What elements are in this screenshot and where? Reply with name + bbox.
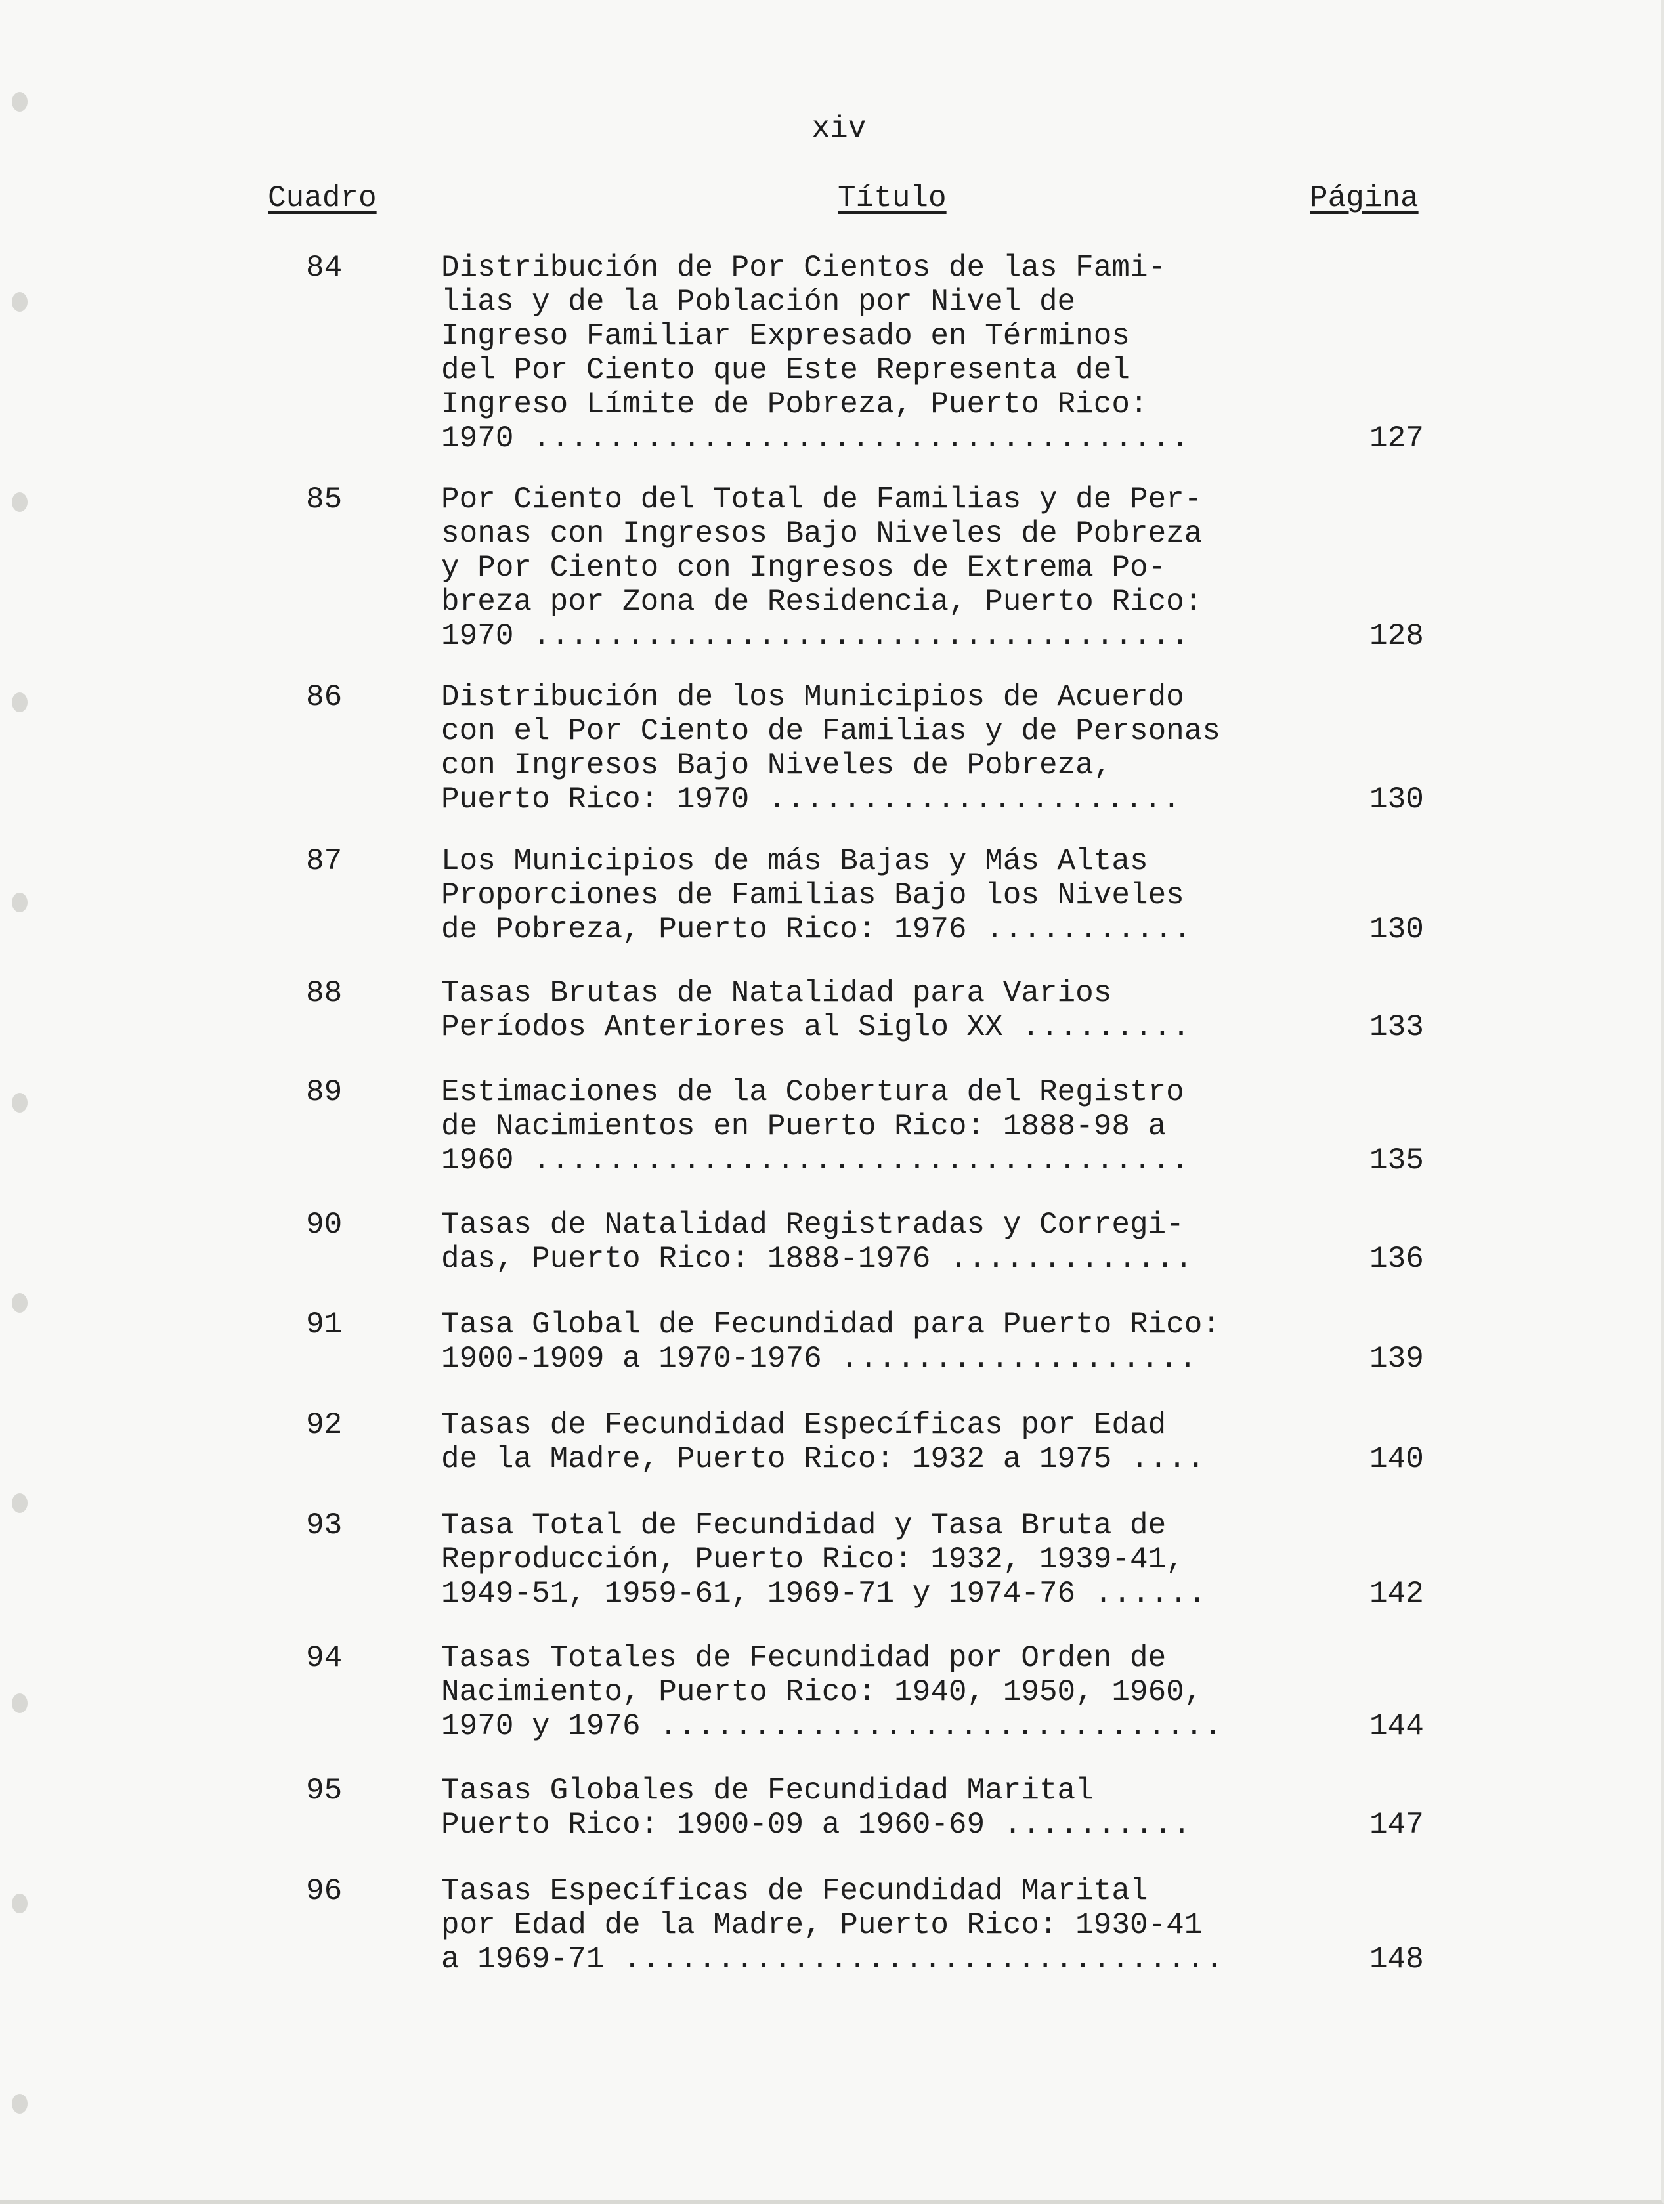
title-line-text: Tasas Específicas de Fecundidad Marital	[441, 1874, 1148, 1908]
dot-leader: ...................................	[513, 421, 1190, 456]
cuadro-number: 84	[306, 251, 343, 285]
title-line-text: con Ingresos Bajo Niveles de Pobreza,	[441, 748, 1112, 782]
title-line	[441, 1641, 1295, 1675]
title-line	[441, 517, 1295, 551]
entry-title	[441, 1408, 1295, 1476]
title-line	[441, 482, 1295, 517]
title-line	[441, 1942, 1295, 1976]
title-line	[441, 1709, 1295, 1743]
binder-hole	[12, 492, 28, 512]
title-line-text: 1970 y 1976	[441, 1709, 641, 1743]
title-line-text: lias y de la Población por Nivel de	[441, 285, 1076, 319]
entry-title	[441, 1308, 1295, 1376]
dot-leader: .............	[930, 1242, 1194, 1276]
title-line-text: Distribución de Por Cientos de las Fami-	[441, 251, 1167, 285]
page-reference: 148	[1369, 1942, 1424, 1976]
title-line	[441, 585, 1295, 619]
entry-title	[441, 482, 1295, 653]
cuadro-number: 85	[306, 482, 343, 517]
title-line-text: Tasas de Natalidad Registradas y Corregi-	[441, 1208, 1184, 1242]
title-line	[441, 1010, 1295, 1044]
title-line-text: breza por Zona de Residencia, Puerto Rico:	[441, 585, 1203, 619]
title-line-text: Tasa Global de Fecundidad para Puerto Rico:	[441, 1308, 1220, 1342]
title-line	[441, 1308, 1295, 1342]
title-line-text: Distribución de los Municipios de Acuerdo	[441, 680, 1184, 714]
title-line-text: Estimaciones de la Cobertura del Registro	[441, 1075, 1184, 1109]
title-line	[441, 1508, 1295, 1542]
column-header-pagina: Página	[1310, 181, 1419, 215]
binder-hole	[12, 893, 28, 912]
binder-hole	[12, 1693, 28, 1713]
dot-leader: ......................	[749, 782, 1182, 817]
title-line	[441, 1577, 1295, 1611]
page-reference: 127	[1369, 421, 1424, 456]
title-line-text: 1970	[441, 421, 514, 456]
dot-leader: ...................	[821, 1342, 1197, 1376]
cuadro-number: 96	[306, 1874, 343, 1908]
entry-title	[441, 680, 1295, 817]
binder-hole	[12, 1493, 28, 1513]
title-line	[441, 680, 1295, 714]
binder-hole	[12, 1894, 28, 1913]
entry-title	[441, 1075, 1295, 1178]
page-reference: 130	[1369, 782, 1424, 817]
cuadro-number: 88	[306, 976, 343, 1010]
title-line-text: Tasas Brutas de Natalidad para Varios	[441, 976, 1112, 1010]
title-line-text: 1900-1909 a 1970-1976	[441, 1342, 822, 1376]
cuadro-number: 90	[306, 1208, 343, 1242]
title-line	[441, 912, 1295, 946]
title-line	[441, 1874, 1295, 1908]
title-line	[441, 353, 1295, 387]
title-line-text: Proporciones de Familias Bajo los Niveles	[441, 878, 1184, 912]
binder-hole	[12, 292, 28, 312]
title-line	[441, 714, 1295, 748]
binder-hole	[12, 1093, 28, 1113]
title-line	[441, 1109, 1295, 1143]
entry-title	[441, 976, 1295, 1044]
title-line	[441, 551, 1295, 585]
title-line-text: 1960	[441, 1143, 514, 1178]
title-line-text: por Edad de la Madre, Puerto Rico: 1930-41	[441, 1908, 1203, 1942]
title-line-text: Nacimiento, Puerto Rico: 1940, 1950, 1960,	[441, 1675, 1203, 1709]
title-line-text: sonas con Ingresos Bajo Niveles de Pobreza	[441, 517, 1203, 551]
title-line-text: Puerto Rico: 1900-09 a 1960-69	[441, 1808, 985, 1842]
title-line-text: Tasas de Fecundidad Específicas por Edad	[441, 1408, 1167, 1442]
dot-leader: ..........	[985, 1808, 1192, 1842]
title-line-text: Puerto Rico: 1970	[441, 782, 750, 817]
page-reference: 140	[1369, 1442, 1424, 1476]
binder-hole	[12, 692, 28, 712]
page-reference: 128	[1369, 619, 1424, 653]
page-reference: 136	[1369, 1242, 1424, 1276]
title-line	[441, 1908, 1295, 1942]
title-line-text: Tasas Globales de Fecundidad Marital	[441, 1774, 1094, 1808]
title-line-text: del Por Ciento que Este Representa del	[441, 353, 1130, 387]
title-line	[441, 976, 1295, 1010]
title-line	[441, 1442, 1295, 1476]
title-line-text: Los Municipios de más Bajas y Más Altas	[441, 844, 1148, 878]
dot-leader: ...................................	[513, 1143, 1190, 1178]
title-line	[441, 1075, 1295, 1109]
title-line	[441, 1342, 1295, 1376]
cuadro-number: 93	[306, 1508, 343, 1542]
title-line-text: a 1969-71	[441, 1942, 605, 1976]
title-line	[441, 878, 1295, 912]
page-reference: 139	[1369, 1342, 1424, 1376]
page-reference: 142	[1369, 1577, 1424, 1611]
dot-leader: ......	[1075, 1577, 1207, 1611]
page-reference: 135	[1369, 1143, 1424, 1178]
cuadro-number: 94	[306, 1641, 343, 1675]
title-line	[441, 1808, 1295, 1842]
title-line	[441, 1408, 1295, 1442]
dot-leader: ..............................	[640, 1709, 1223, 1743]
title-line	[441, 1208, 1295, 1242]
title-line-text: de Pobreza, Puerto Rico: 1976	[441, 912, 967, 946]
page-reference: 147	[1369, 1808, 1424, 1842]
title-line	[441, 844, 1295, 878]
cuadro-number: 92	[306, 1408, 343, 1442]
title-line	[441, 1143, 1295, 1178]
cuadro-number: 95	[306, 1774, 343, 1808]
cuadro-number: 86	[306, 680, 343, 714]
entry-title	[441, 251, 1295, 456]
title-line	[441, 251, 1295, 285]
dot-leader: ...........	[966, 912, 1192, 946]
cuadro-number: 89	[306, 1075, 343, 1109]
page-reference: 133	[1369, 1010, 1424, 1044]
entry-title	[441, 1508, 1295, 1611]
title-line-text: 1949-51, 1959-61, 1969-71 y 1974-76	[441, 1577, 1076, 1611]
entry-title	[441, 1208, 1295, 1276]
title-line-text: y Por Ciento con Ingresos de Extrema Po-	[441, 551, 1167, 585]
title-line-text: 1970	[441, 619, 514, 653]
page-number: xiv	[811, 112, 867, 146]
entry-title	[441, 1641, 1295, 1743]
title-line-text: de Nacimientos en Puerto Rico: 1888-98 a	[441, 1109, 1167, 1143]
cuadro-number: 87	[306, 844, 343, 878]
title-line	[441, 387, 1295, 421]
title-line	[441, 421, 1295, 456]
title-line-text: de la Madre, Puerto Rico: 1932 a 1975	[441, 1442, 1112, 1476]
title-line	[441, 1774, 1295, 1808]
column-header-cuadro: Cuadro	[268, 181, 377, 215]
title-line	[441, 748, 1295, 782]
title-line-text: Tasa Total de Fecundidad y Tasa Bruta de	[441, 1508, 1167, 1542]
column-header-titulo: Título	[838, 181, 947, 215]
entry-title	[441, 1774, 1295, 1842]
title-line-text: con el Por Ciento de Familias y de Personas	[441, 714, 1220, 748]
dot-leader: ....	[1111, 1442, 1206, 1476]
title-line	[441, 1542, 1295, 1577]
title-line	[441, 782, 1295, 817]
entry-title	[441, 844, 1295, 946]
page-reference: 144	[1369, 1709, 1424, 1743]
binder-hole	[12, 1293, 28, 1313]
title-line-text: Por Ciento del Total de Familias y de Per-	[441, 482, 1203, 517]
dot-leader: ...................................	[513, 619, 1190, 653]
cuadro-number: 91	[306, 1308, 343, 1342]
title-line	[441, 319, 1295, 353]
entry-title	[441, 1874, 1295, 1976]
title-line-text: Reproducción, Puerto Rico: 1932, 1939-41,	[441, 1542, 1184, 1577]
title-line-text: Períodos Anteriores al Siglo XX	[441, 1010, 1003, 1044]
title-line	[441, 1242, 1295, 1276]
title-line-text: Ingreso Familiar Expresado en Términos	[441, 319, 1130, 353]
dot-leader: .........	[1002, 1010, 1191, 1044]
binder-hole	[12, 2094, 28, 2114]
dot-leader: ................................	[604, 1942, 1224, 1976]
title-line	[441, 285, 1295, 319]
title-line-text: das, Puerto Rico: 1888-1976	[441, 1242, 931, 1276]
title-line	[441, 1675, 1295, 1709]
title-line-text: Tasas Totales de Fecundidad por Orden de	[441, 1641, 1167, 1675]
title-line-text: Ingreso Límite de Pobreza, Puerto Rico:	[441, 387, 1148, 421]
binder-hole	[12, 92, 28, 112]
title-line	[441, 619, 1295, 653]
page-reference: 130	[1369, 912, 1424, 946]
